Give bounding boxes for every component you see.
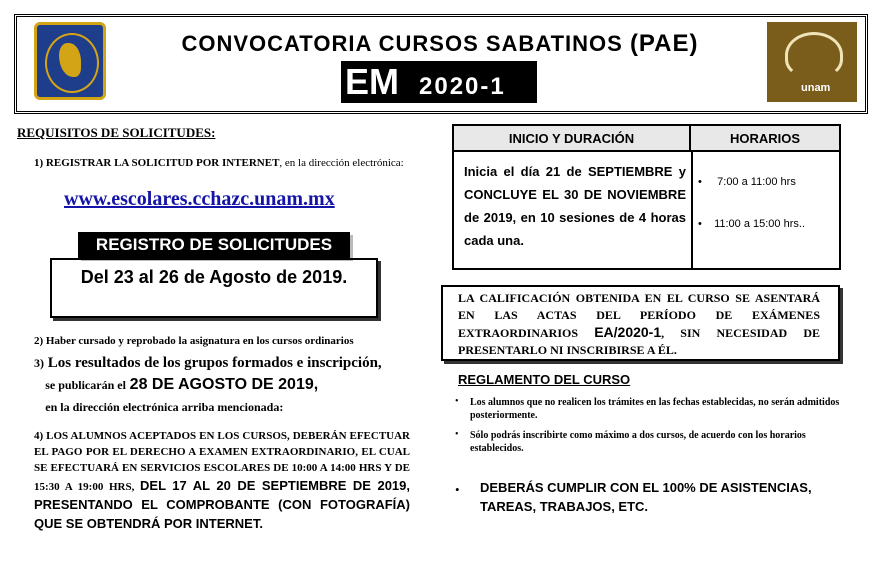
requirement-3 xyxy=(34,352,424,418)
em-label: EM xyxy=(345,61,399,102)
requirement-2: 2) Haber cursado y reprobado la asignatura en los cursos ordinarios xyxy=(34,335,354,347)
grade-notice-code: EA/2020-1 xyxy=(594,324,662,340)
item4-dates: DEL 17 AL 20 DE SEPTIEMBRE DE 2019, PRESENTANDO EL COMPROBANTE (CON FOTOGRAFÍA) QUE SE OBTENDRÁ POR INTERNET. xyxy=(34,478,411,531)
item1-bold: REGISTRAR LA SOLICITUD POR INTERNET xyxy=(45,157,280,169)
table-divider xyxy=(691,152,693,268)
duration-cell: Inicia el día 21 de SEPTIEMBRE y CONCLUYE EL 30 DE NOVIEMBRE de 2019, en 10 sesiones de 4 horas cada una. xyxy=(464,164,686,248)
item3-c: en la dirección electrónica arriba mencionada: xyxy=(45,400,284,414)
grade-notice-b: , SIN NECESIDAD DE PRESENTARLO NI INSCRIBIRSE A ÉL. xyxy=(458,326,820,357)
page-title xyxy=(120,30,760,58)
title-paren: (PAE) xyxy=(629,30,699,57)
grade-notice-a: LA CALIFICACIÓN OBTENIDA EN EL CURSO SE ASENTARÁ EN LAS ACTAS DEL PERÍODO DE EXÁMENES EXTRAORDINARIOS xyxy=(458,291,820,340)
em-banner xyxy=(341,61,537,103)
registration-link[interactable]: www.escolares.cchazc.unam.mx xyxy=(64,188,335,210)
item3-b: se publicarán el xyxy=(45,378,126,392)
hour-slot-2: • 11:00 a 15:00 hrs.. xyxy=(698,218,805,230)
item3-date: 28 DE AGOSTO DE 2019, xyxy=(129,376,319,393)
rule-2: Sólo podrás inscribirte como máximo a dos cursos, de acuerdo con los horarios establecidos. xyxy=(470,430,806,454)
rules-title: REGLAMENTO DEL CURSO xyxy=(458,372,631,387)
rule-3: DEBERÁS CUMPLIR CON EL 100% DE ASISTENCIAS, TAREAS, TRABAJOS, ETC. xyxy=(480,480,812,514)
hour-slot-1-text: 7:00 a 11:00 hrs xyxy=(717,176,796,188)
requirement-4 xyxy=(34,428,410,533)
bullet-dot: • xyxy=(455,396,459,407)
logo-right-text: unam xyxy=(801,82,831,94)
item4-text: LOS ALUMNOS ACEPTADOS EN LOS CURSOS, DEBERÁN EFECTUAR EL PAGO POR EL DERECHO A EXAMEN EXTRAORDINARIO, EL CUAL SE EFECTUARÁ EN SERVICIOS ESCOLARES DE 10:00 A 14:00 HRS Y DE 15:30 A 19:00 HRS, xyxy=(34,430,410,493)
item4-num: 4) xyxy=(34,430,44,442)
unam-shield-icon xyxy=(34,22,106,100)
year-label: 2020-1 xyxy=(419,73,506,100)
table-header-duration: INICIO Y DURACIÓN xyxy=(454,126,691,152)
requirement-1 xyxy=(34,156,414,170)
item1-num: 1) xyxy=(34,157,44,169)
bullet-dot: • xyxy=(455,429,459,440)
title-text: CONVOCATORIA CURSOS SABATINOS xyxy=(181,31,623,56)
unam-puma-icon xyxy=(767,22,857,102)
item3-num: 3) xyxy=(34,356,44,370)
hour-slot-2-text: 11:00 a 15:00 hrs.. xyxy=(714,218,805,230)
schedule-table xyxy=(452,124,841,270)
hour-slot-1: • 7:00 a 11:00 hrs xyxy=(698,176,796,188)
registration-dates: Del 23 al 26 de Agosto de 2019. xyxy=(50,258,378,318)
grade-notice-box xyxy=(441,285,840,361)
rule-1: Los alumnos que no realicen los trámites en las fechas establecidas, no serán admitidos posteriormente. xyxy=(470,397,840,421)
bullet-dot: • xyxy=(455,482,460,497)
table-header-hours: HORARIOS xyxy=(691,126,839,152)
item1-rest: , en la dirección electrónica: xyxy=(279,157,404,169)
registration-label: REGISTRO DE SOLICITUDES xyxy=(78,232,350,258)
requirements-title: REQUISITOS DE SOLICITUDES: xyxy=(17,125,216,140)
item3-a: Los resultados de los grupos formados e inscripción, xyxy=(47,355,382,371)
